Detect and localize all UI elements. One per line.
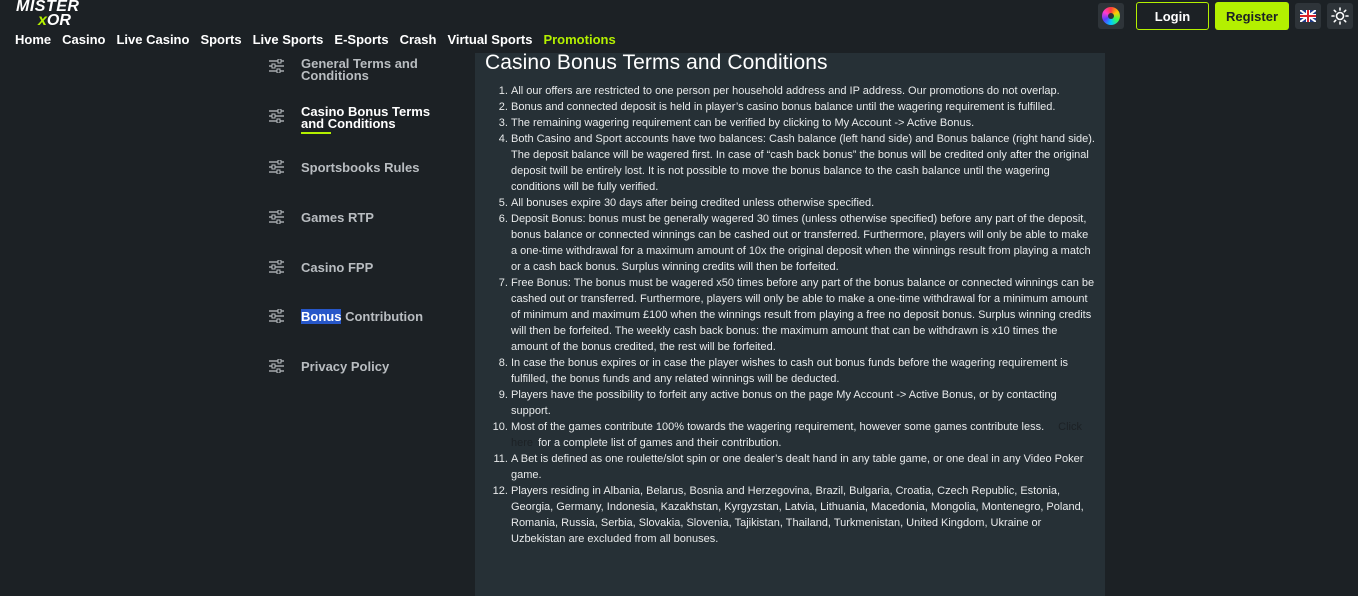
- terms-list: [475, 83, 1105, 547]
- sliders-icon: [268, 210, 285, 224]
- logo-line2: [38, 14, 71, 28]
- sidebar-item-label: [301, 311, 451, 323]
- site-header: [0, 0, 1358, 52]
- sidebar-item-label: General Terms and Conditions: [301, 56, 418, 83]
- sidebar-item-casino-fpp[interactable]: [266, 260, 466, 292]
- fortune-wheel-button[interactable]: [1098, 3, 1124, 29]
- list-item: 5. All bonuses expire 30 days after being credited unless otherwise specified.: [511, 195, 1097, 211]
- logo-x: x: [38, 12, 47, 29]
- nav-promotions[interactable]: Promotions: [543, 32, 616, 47]
- sliders-icon: [268, 59, 285, 73]
- active-indicator: [301, 132, 331, 134]
- sliders-icon: [268, 109, 285, 123]
- fortune-wheel-icon: [1102, 7, 1120, 25]
- list-item: 6. Deposit Bonus: bonus must be generally wagered 30 times (unless otherwise specified) before any part of the deposit, bonus balance or connected winnings can be cashed out or transferred. Furthermore, players will only be able to make a one-time withdrawal for a maximum amount of 10x the original deposit when the winnings result from playing a match or a cash back bonus. Surplus winning credits will then be forfeited.: [511, 211, 1097, 275]
- sliders-icon: [268, 359, 285, 373]
- sliders-icon: [268, 260, 285, 274]
- page-title: Casino Bonus Terms and Conditions: [485, 53, 828, 74]
- sidebar-item-label-rest: Contribution: [341, 309, 424, 324]
- terms-content-panel: [475, 53, 1105, 596]
- nav-crash[interactable]: Crash: [399, 32, 437, 47]
- logo-line1: MISTER: [16, 0, 80, 15]
- list-item: 9. Players have the possibility to forfeit any active bonus on the page My Account -> Active Bonus, or by contacting support.: [511, 387, 1097, 419]
- uk-flag-icon: [1300, 10, 1316, 22]
- nav-sports[interactable]: Sports: [200, 32, 242, 47]
- list-item: 3. The remaining wagering requirement can be verified by clicking to My Account -> Active Bonus.: [511, 115, 1097, 131]
- logo-or: OR: [46, 12, 71, 29]
- sidebar-item-sportsbooks-rules[interactable]: [266, 160, 466, 192]
- sidebar-item-label: Sportsbooks Rules: [301, 160, 420, 175]
- sliders-icon: [268, 309, 285, 323]
- list-item: 2. Bonus and connected deposit is held in player’s casino bonus balance until the wagering requirement is fulfilled.: [511, 99, 1097, 115]
- click-here-link[interactable]: Click here: [511, 421, 1083, 449]
- mister-xor-logo[interactable]: [16, 0, 88, 30]
- sidebar-item-general-terms[interactable]: [266, 56, 466, 88]
- nav-home[interactable]: Home: [15, 32, 52, 47]
- list-item: [511, 419, 1097, 451]
- sidebar-item-bonus-contribution[interactable]: [266, 309, 466, 341]
- list-item: 7. Free Bonus: The bonus must be wagered x50 times before any part of the bonus balance or connected winnings can be cashed out or transferred. Furthermore, players will only be able to make a one-time withdrawal for a minimum amount of minimum and maximum £100 when the winnings result from playing a free no deposit bonus. Surplus winning credits will then be forfeited. The weekly cash back bonus: the maximum amount that can be withdrawn is x10 times the amount of the bonus credited, the rest will be forfeited.: [511, 275, 1097, 355]
- nav-live-casino[interactable]: Live Casino: [116, 32, 190, 47]
- selected-text-highlight: Bonus: [301, 309, 342, 324]
- list-item: 1. All our offers are restricted to one person per household address and IP address. Our promotions do not overlap.: [511, 83, 1097, 99]
- register-button[interactable]: Register: [1215, 2, 1289, 30]
- sidebar-item-label: Casino Bonus Terms and Conditions: [301, 104, 431, 131]
- nav-live-sports[interactable]: Live Sports: [252, 32, 324, 47]
- list-item: 12. Players residing in Albania, Belarus, Bosnia and Herzegovina, Brazil, Bulgaria, Croatia, Czech Republic, Estonia, Georgia, Germany, Indonesia, Kazakhstan, Kyrgyzstan, Latvia, Lithuania, Macedonia, Mongolia, Montenegro, Poland, Romania, Russia, Serbia, Slovakia, Slovenia, Tajikistan, Thailand, Turkmenistan, United Kingdom, Ukraine or Uzbekistan are excluded from all bonuses.: [511, 483, 1097, 547]
- theme-toggle-button[interactable]: [1327, 3, 1353, 29]
- list-item: 11. A Bet is defined as one roulette/slot spin or one dealer’s dealt hand in any table game, or one deal in any Video Poker game.: [511, 451, 1097, 483]
- list-item: 8. In case the bonus expires or in case the player wishes to cash out bonus funds before the wagering requirement is fulfilled, the bonus funds and any related winnings will be deducted.: [511, 355, 1097, 387]
- sidebar-item-games-rtp[interactable]: [266, 210, 466, 242]
- sidebar-item-label: Casino FPP: [301, 260, 374, 275]
- list-item: 4. Both Casino and Sport accounts have two balances: Cash balance (left hand side) and Bonus balance (right hand side). The deposit balance will be wagered first. In case of “cash back bonus” the bonus will be credited only after the original deposit twill be entirely lost. It is not possible to move the bonus balance to the cash balance until the wagering conditions will be fully verified.: [511, 131, 1097, 195]
- sidebar-item-casino-bonus-terms[interactable]: [266, 105, 466, 137]
- language-button[interactable]: [1295, 3, 1321, 29]
- sun-icon: [1331, 7, 1349, 25]
- list-item-text: Most of the games contribute 100% towards the wagering requirement, however some games contribute less.: [511, 421, 1045, 433]
- nav-esports[interactable]: E-Sports: [334, 32, 389, 47]
- nav-casino[interactable]: Casino: [62, 32, 106, 47]
- sliders-icon: [268, 160, 285, 174]
- sidebar-item-label: Games RTP: [301, 210, 374, 225]
- main-nav: [15, 31, 627, 49]
- list-item-text: for a complete list of games and their contribution.: [538, 437, 782, 449]
- nav-virtual-sports[interactable]: Virtual Sports: [447, 32, 533, 47]
- login-button[interactable]: Login: [1136, 2, 1209, 30]
- header-actions: [1092, 2, 1358, 30]
- sidebar-item-label: Privacy Policy: [301, 359, 390, 374]
- sidebar-item-privacy-policy[interactable]: [266, 359, 466, 391]
